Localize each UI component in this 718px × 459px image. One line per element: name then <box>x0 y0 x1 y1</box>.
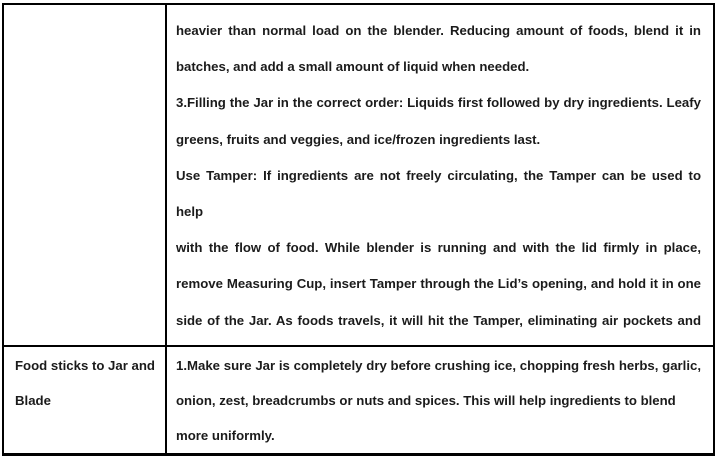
symptom-cell <box>4 5 167 345</box>
text-line: remove Measuring Cup, insert Tamper through the Lid’s opening, and hold it in one <box>176 276 701 292</box>
text-line: 1.Make sure Jar is completely dry before crushing ice, chopping fresh herbs, garlic, <box>176 358 701 373</box>
text-line: with the flow of food. While blender is running and with the lid firmly in place, <box>176 240 701 256</box>
text-line: Blade <box>15 393 51 408</box>
solution-cell <box>167 347 713 453</box>
text-line: more uniformly. <box>176 428 275 443</box>
text-line: Food sticks to Jar and <box>15 358 155 373</box>
text-line: side of the Jar. As foods travels, it will hit the Tamper, eliminating air pockets and <box>176 312 701 328</box>
text-line: batches, and add a small amount of liquid when needed. <box>176 59 530 75</box>
text-line: 3.Filling the Jar in the correct order: Liquids first followed by dry ingredients. Leafy <box>176 95 701 111</box>
table-row <box>4 5 713 347</box>
text-line <box>176 339 701 345</box>
text-line: heavier than normal load on the blender. Reducing amount of foods, blend it in <box>176 23 701 38</box>
text-line: greens, fruits and veggies, and ice/frozen ingredients last. <box>176 131 541 147</box>
text-line: onion, zest, breadcrumbs or nuts and spices. This will help ingredients to blend <box>176 393 676 408</box>
solution-cell <box>167 5 713 345</box>
table-row <box>4 347 713 453</box>
troubleshooting-table <box>2 3 715 456</box>
symptom-cell <box>4 347 167 453</box>
text-line: Use Tamper: If ingredients are not freely circulating, the Tamper can be used to help <box>176 167 701 220</box>
